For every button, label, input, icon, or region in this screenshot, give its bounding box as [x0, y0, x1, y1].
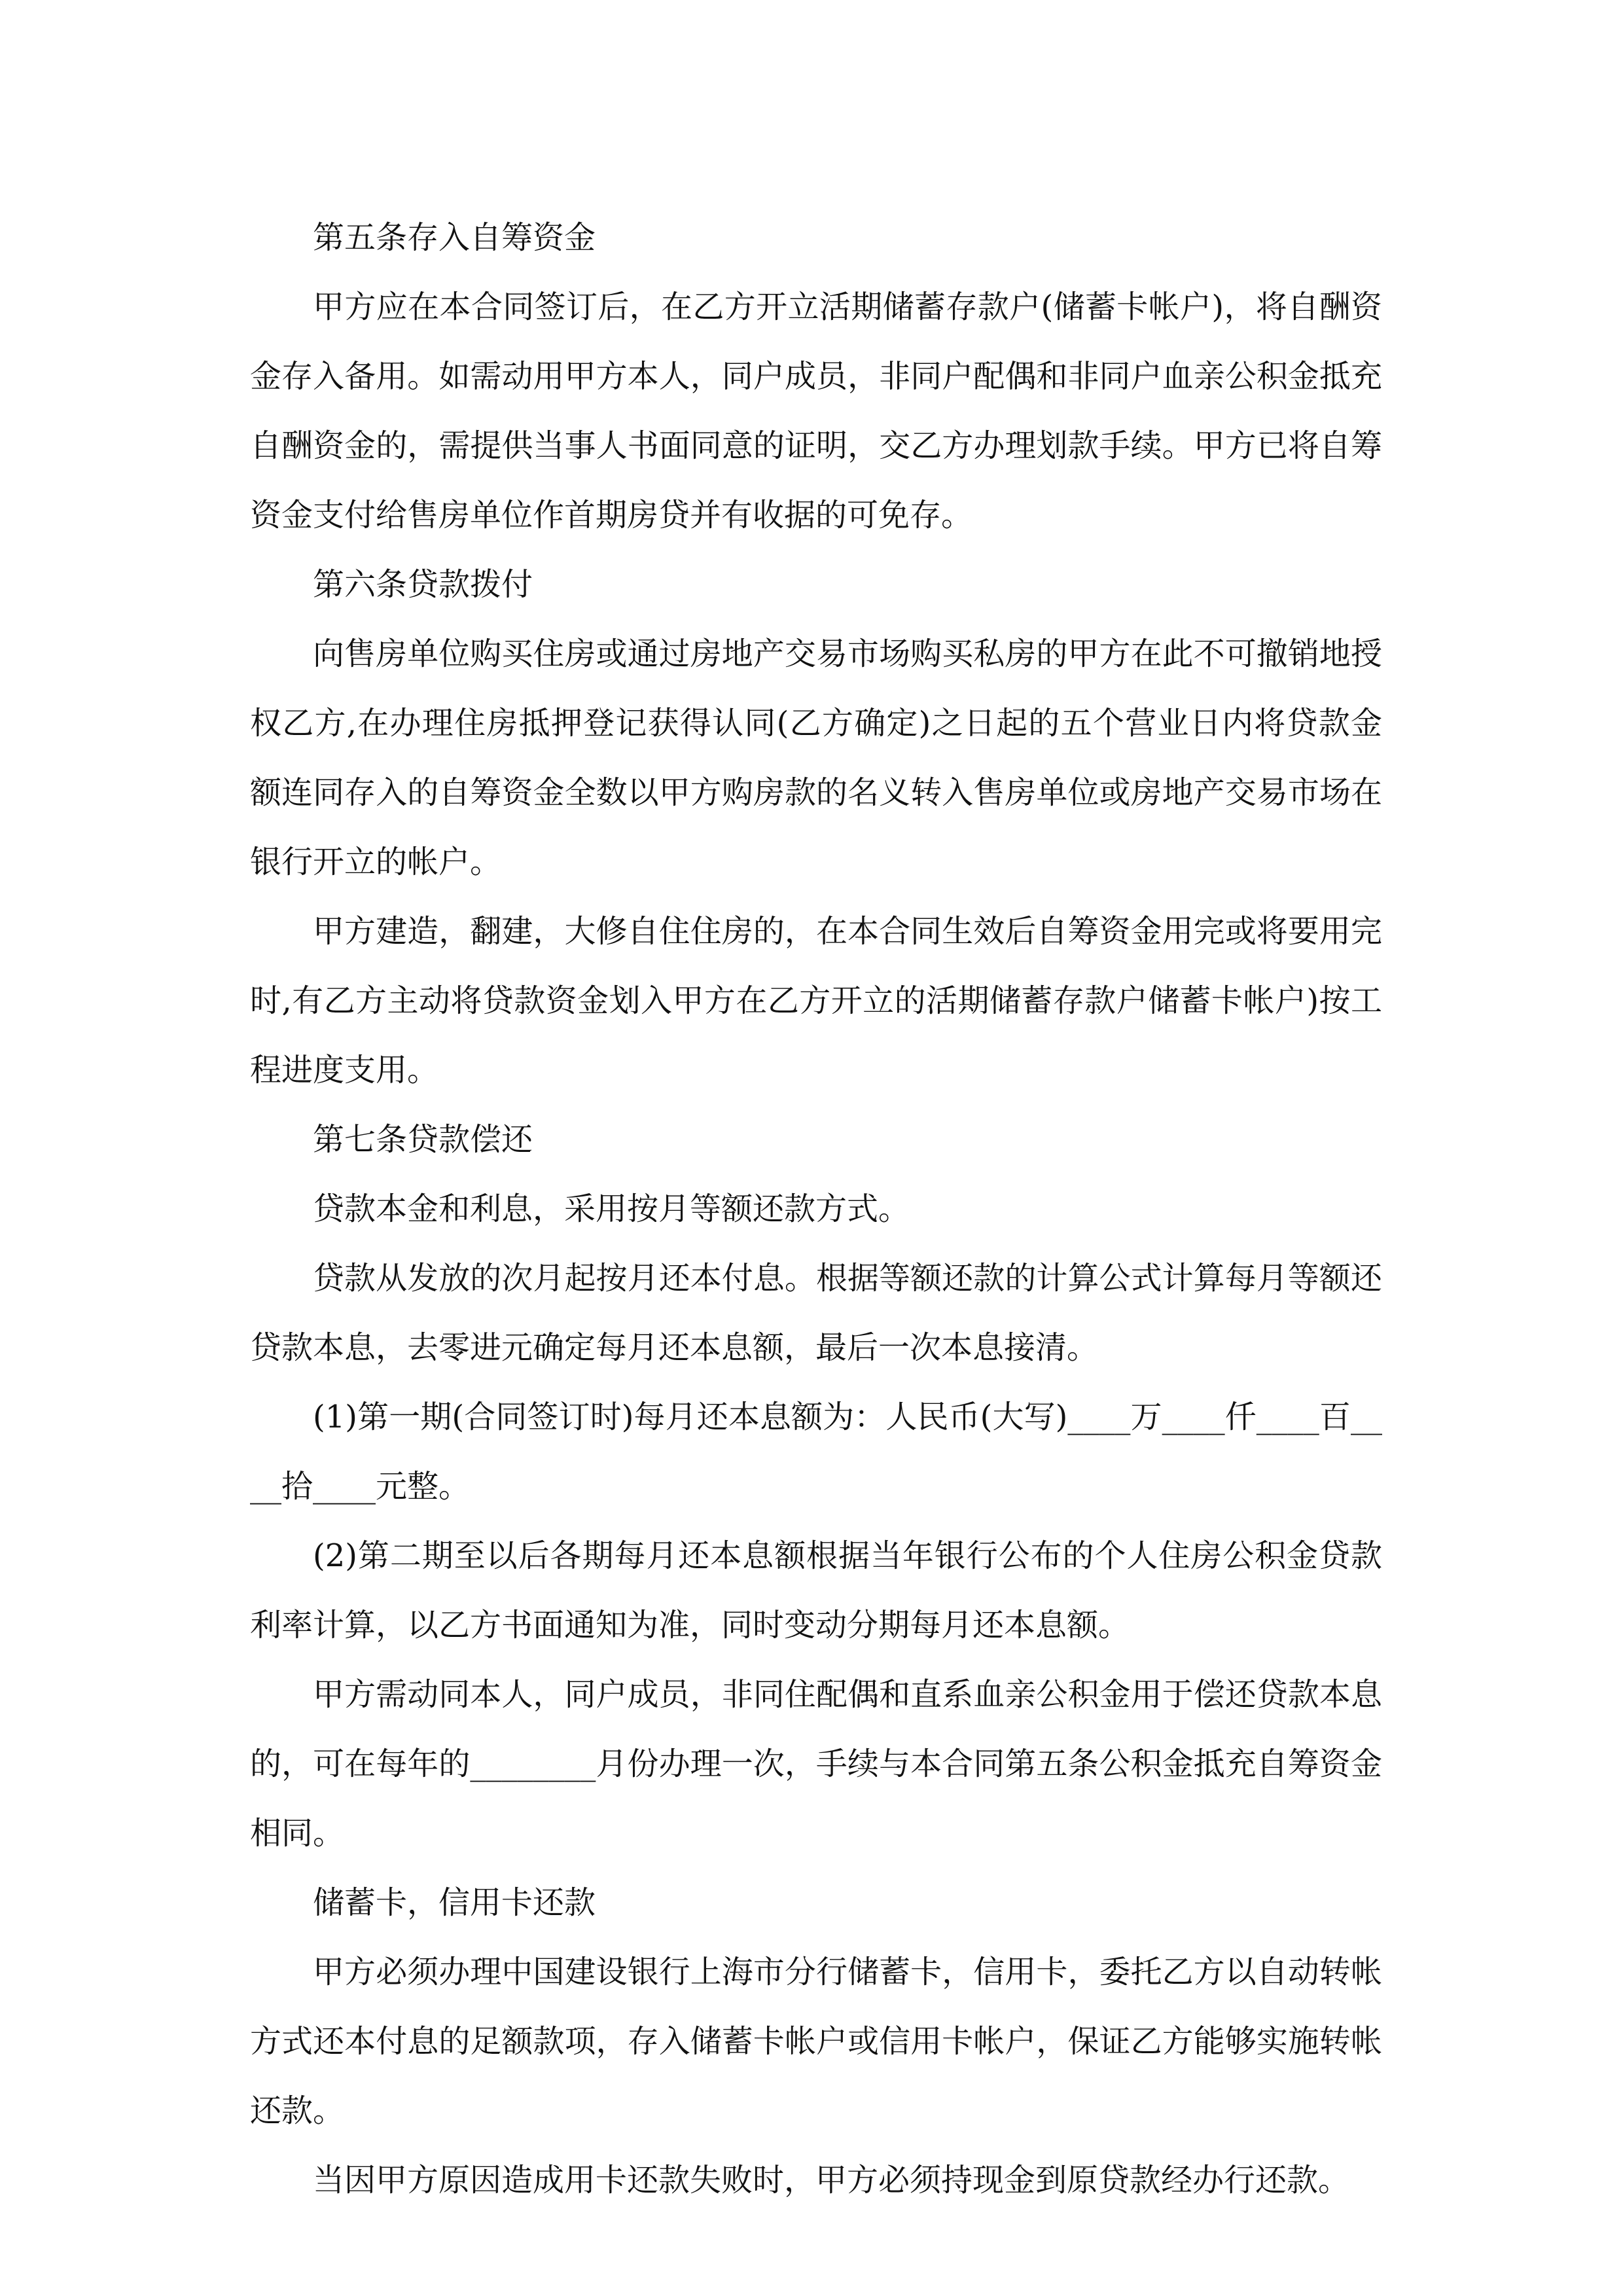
- paragraph: 甲方建造，翻建，大修自住住房的，在本合同生效后自筹资金用完或将要用完时,有乙方主动将贷款资金划入甲方在乙方开立的活期储蓄存款户储蓄卡帐户)按工程进度支用。: [250, 913, 1382, 1088]
- paragraph: 当因甲方原因造成用卡还款失败时，甲方必须持现金到原贷款经办行还款。: [313, 2162, 1350, 2198]
- paragraph: (2)第二期至以后各期每月还本息额根据当年银行公布的个人住房公积金贷款利率计算，以乙方书面通知为准，同时变动分期每月还本息额。: [250, 1537, 1382, 1643]
- paragraph: 甲方需动同本人，同户成员，非同住配偶和直系血亲公积金用于偿还贷款本息的，可在每年的________月份办理一次，手续与本合同第五条公积金抵充自筹资金相同。: [250, 1676, 1382, 1852]
- paragraph: (1)第一期(合同签订时)每月还本息额为：人民币(大写)____万____仟____百____拾____元整。: [250, 1399, 1382, 1505]
- paragraph: 甲方必须办理中国建设银行上海市分行储蓄卡，信用卡，委托乙方以自动转帐方式还本付息的足额款项，存入储蓄卡帐户或信用卡帐户，保证乙方能够实施转帐还款。: [250, 1954, 1382, 2129]
- paragraph: 甲方应在本合同签订后，在乙方开立活期储蓄存款户(储蓄卡帐户)，将自酬资金存入备用。如需动用甲方本人，同户成员，非同户配偶和非同户血亲公积金抵充自酬资金的，需提供当事人书面同意的证明，交乙方办理划款手续。甲方已将自筹资金支付给售房单位作首期房贷并有收据的可免存。: [250, 289, 1382, 533]
- subsection-heading: 储蓄卡，信用卡还款: [313, 1884, 596, 1921]
- section-heading-7: 第七条贷款偿还: [313, 1121, 533, 1158]
- paragraph: 贷款从发放的次月起按月还本付息。根据等额还款的计算公式计算每月等额还贷款本息，去零进元确定每月还本息额，最后一次本息接清。: [250, 1260, 1382, 1366]
- section-heading-5: 第五条存入自筹资金: [313, 219, 596, 256]
- paragraph: 贷款本金和利息，采用按月等额还款方式。: [313, 1191, 910, 1227]
- section-heading-6: 第六条贷款拨付: [313, 566, 533, 603]
- document-body: [250, 203, 1382, 2215]
- paragraph: 向售房单位购买住房或通过房地产交易市场购买私房的甲方在此不可撤销地授权乙方,在办理住房抵押登记获得认同(乙方确定)之日起的五个营业日内将贷款金额连同存入的自筹资金全数以甲方购房款的名义转入售房单位或房地产交易市场在银行开立的帐户。: [250, 636, 1382, 880]
